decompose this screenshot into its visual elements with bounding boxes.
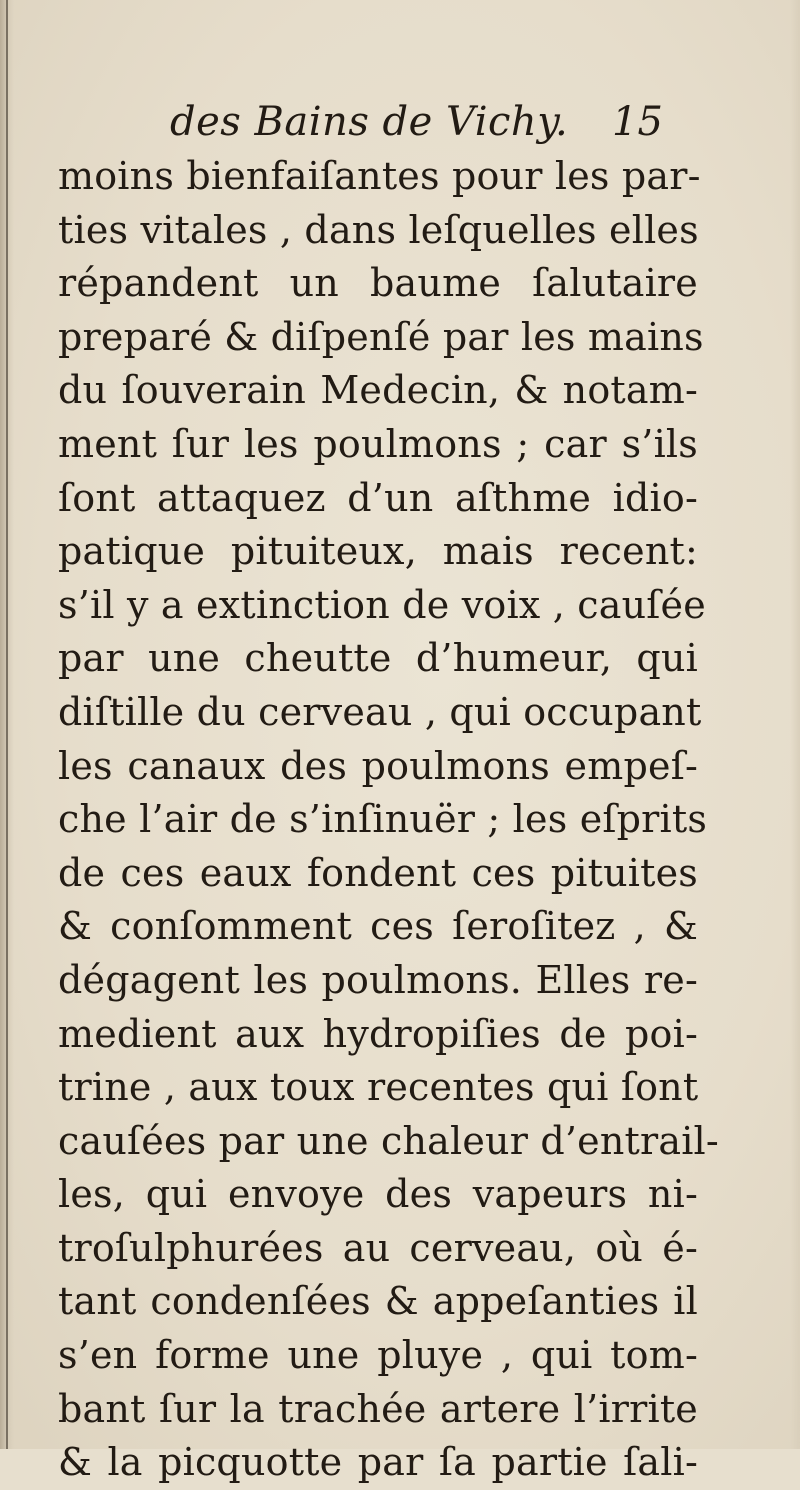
text-line: & la picquotte par ſa partie ſali- [58, 1440, 698, 1485]
text-line: les canaux des poulmons empeſ- [58, 743, 698, 788]
page-right-edge [790, 0, 800, 1449]
text-line: diſtille du cerveau , qui occupant [58, 689, 702, 734]
text-line: ties vitales , dans leſquelles elles [58, 207, 699, 252]
text-line: moins bienfaiſantes pour les par- [58, 154, 701, 198]
text-line: les, qui envoye des vapeurs ni- [58, 1172, 698, 1217]
text-line: patique pituiteux, mais recent: [58, 529, 698, 574]
text-line: bant ſur la trachée artere l’irrite [58, 1386, 698, 1431]
text-line: s’il y a extinction de voix , cauſée [58, 582, 706, 627]
body-text [58, 150, 719, 1490]
text-line: ment ſur les poulmons ; car s’ils [58, 421, 698, 466]
page-number: 15 [612, 99, 663, 145]
text-line: trine , aux toux recentes qui ſont [58, 1065, 699, 1110]
text-line: s’en forme une pluye , qui tom- [58, 1333, 698, 1378]
text-line: cauſées par une chaleur d’entrail- [58, 1118, 719, 1163]
text-line: par une cheutte d’humeur, qui [58, 636, 698, 681]
binding-rule [6, 0, 8, 1449]
text-line: troſulphurées au cerveau, où é- [58, 1225, 698, 1270]
text-line: ſont attaquez d’un aſthme idio- [58, 475, 698, 520]
text-line: medient aux hydropiſies de poi- [58, 1011, 698, 1056]
text-line: & conſomment ces ſeroſitez , & [58, 904, 698, 949]
running-head: des Bains de Vichy. [170, 99, 569, 145]
text-line: preparé & diſpenſé par les mains [58, 314, 704, 359]
text-line: che l’air de s’inſinuër ; les eſprits [58, 797, 708, 842]
text-line: du ſouverain Medecin, & notam- [58, 368, 698, 413]
text-line: répandent un baume ſalutaire [58, 261, 698, 306]
text-line: tant condenſées & appeſanties il [58, 1279, 698, 1324]
text-line: de ces eaux fondent ces pituites [58, 850, 698, 895]
text-line: dégagent les poulmons. Elles re- [58, 957, 698, 1002]
